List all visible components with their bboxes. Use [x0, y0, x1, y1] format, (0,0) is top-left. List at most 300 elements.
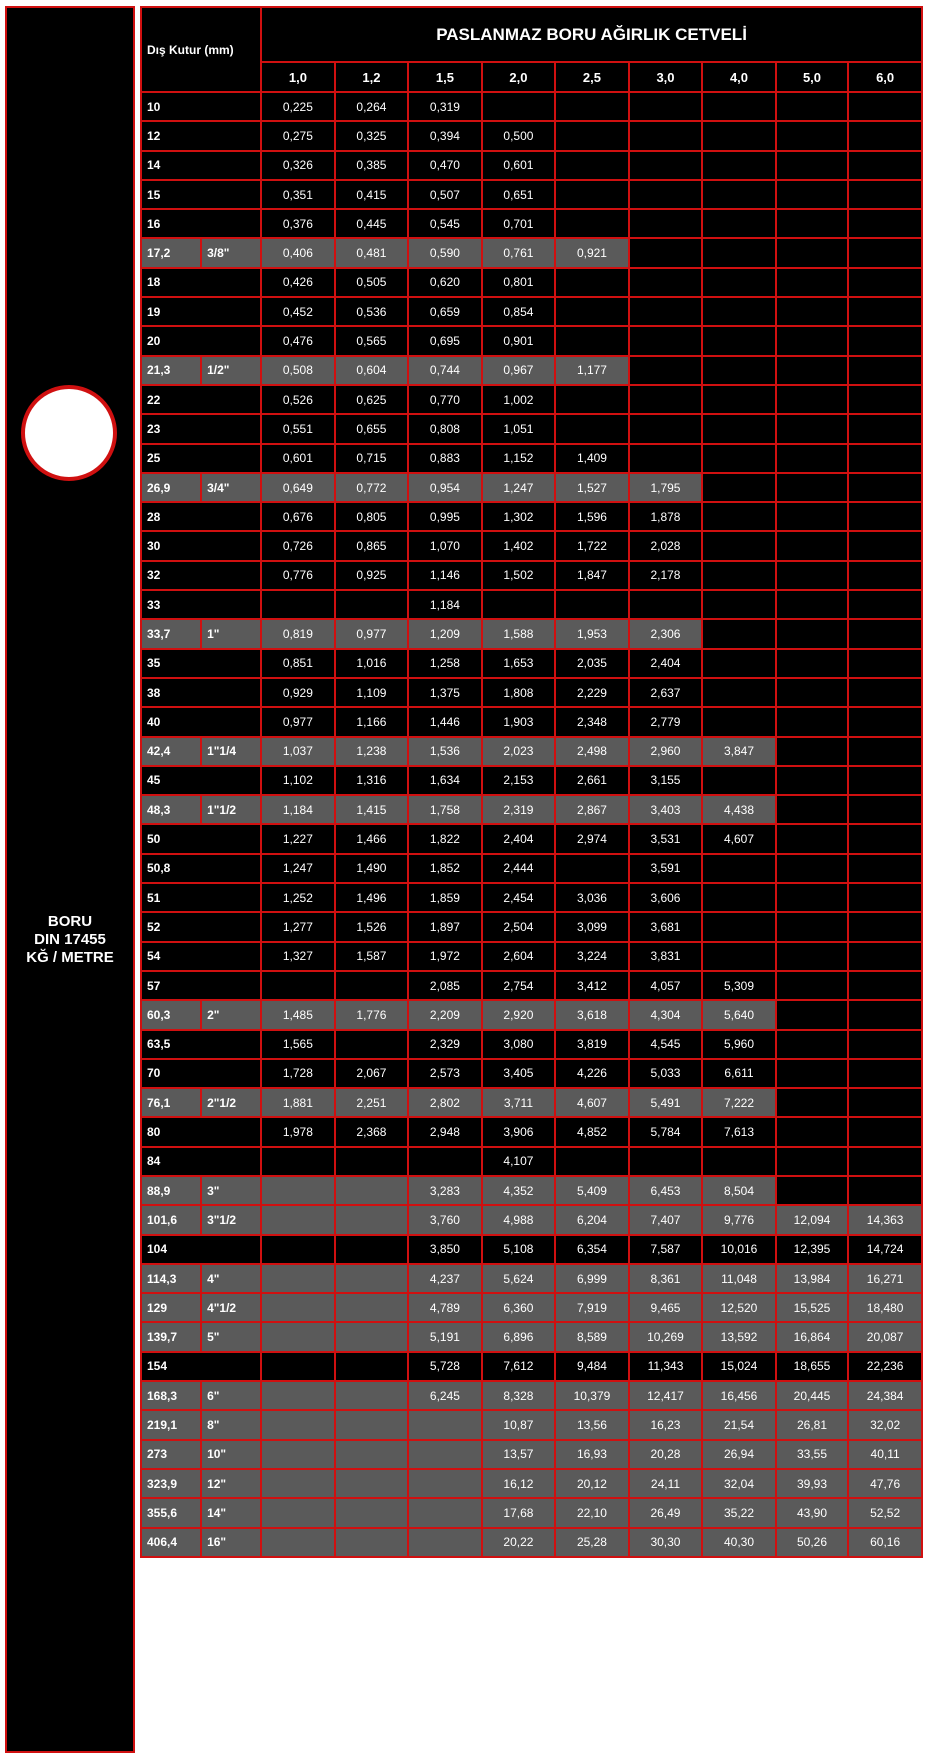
table-row: [141, 121, 922, 150]
outer-diameter-mm: 45: [141, 766, 261, 795]
weight-cell: 1,037: [261, 737, 335, 766]
weight-cell: [702, 268, 776, 297]
weight-cell: 11,343: [629, 1352, 703, 1381]
weight-cell: [702, 414, 776, 443]
weight-cell: 3,591: [629, 854, 703, 883]
table-row: [141, 151, 922, 180]
outer-diameter-mm: 88,9: [141, 1176, 201, 1205]
table-row: [141, 1410, 922, 1439]
weight-cell: 4,237: [408, 1264, 482, 1293]
weight-cell: 6,245: [408, 1381, 482, 1410]
weight-cell: [848, 561, 922, 590]
table-row: [141, 1469, 922, 1498]
weight-cell: 0,452: [261, 297, 335, 326]
outer-diameter-mm: 40: [141, 707, 261, 736]
weight-cell: 32,02: [848, 1410, 922, 1439]
weight-cell: [776, 297, 848, 326]
weight-cell: 1,247: [482, 473, 556, 502]
weight-cell: 3,819: [555, 1030, 629, 1059]
weight-cell: [555, 297, 629, 326]
weight-cell: 4,226: [555, 1059, 629, 1088]
weight-cell: 39,93: [776, 1469, 848, 1498]
side-label-line: KĞ / METRE: [26, 949, 114, 966]
weight-cell: [555, 268, 629, 297]
weight-cell: [848, 883, 922, 912]
outer-diameter-mm: 57: [141, 971, 261, 1000]
weight-cell: [776, 1059, 848, 1088]
weight-cell: 1,722: [555, 531, 629, 560]
outer-diameter-mm: 17,2: [141, 238, 201, 267]
weight-cell: 0,954: [408, 473, 482, 502]
weight-cell: 10,379: [555, 1381, 629, 1410]
table-row: [141, 1205, 922, 1234]
weight-cell: [261, 1469, 335, 1498]
weight-cell: [776, 942, 848, 971]
weight-cell: 0,481: [335, 238, 409, 267]
weight-cell: [555, 180, 629, 209]
weight-cell: 4,607: [702, 824, 776, 853]
weight-cell: 7,587: [629, 1235, 703, 1264]
outer-diameter-inch: 1/2": [201, 356, 261, 385]
weight-cell: [335, 1264, 409, 1293]
weight-cell: 16,864: [776, 1322, 848, 1351]
weight-cell: 2,920: [482, 1000, 556, 1029]
table-row: [141, 1030, 922, 1059]
weight-cell: [261, 1498, 335, 1527]
table-row: [141, 268, 922, 297]
weight-cell: 6,354: [555, 1235, 629, 1264]
weight-cell: [848, 92, 922, 121]
weight-cell: [335, 1205, 409, 1234]
weight-cell: [629, 209, 703, 238]
table-row: [141, 590, 922, 619]
weight-cell: [629, 1147, 703, 1176]
outer-diameter-inch: 8": [201, 1410, 261, 1439]
weight-cell: 20,28: [629, 1440, 703, 1469]
weight-cell: 2,498: [555, 737, 629, 766]
weight-cell: 1,070: [408, 531, 482, 560]
weight-cell: [776, 356, 848, 385]
weight-cell: [776, 385, 848, 414]
weight-cell: 1,227: [261, 824, 335, 853]
weight-cell: [776, 1000, 848, 1029]
weight-cell: 0,406: [261, 238, 335, 267]
weight-cell: 2,573: [408, 1059, 482, 1088]
weight-cell: [629, 414, 703, 443]
outer-diameter-mm: 101,6: [141, 1205, 201, 1234]
weight-cell: 0,819: [261, 619, 335, 648]
weight-cell: 0,394: [408, 121, 482, 150]
weight-cell: 0,651: [482, 180, 556, 209]
weight-cell: 22,236: [848, 1352, 922, 1381]
weight-cell: 1,972: [408, 942, 482, 971]
table-row: [141, 1088, 922, 1117]
weight-cell: 2,329: [408, 1030, 482, 1059]
weight-cell: 3,760: [408, 1205, 482, 1234]
weight-cell: 1,302: [482, 502, 556, 531]
weight-cell: [335, 1352, 409, 1381]
weight-cell: [629, 151, 703, 180]
weight-cell: 7,222: [702, 1088, 776, 1117]
weight-cell: [335, 1498, 409, 1527]
weight-cell: [261, 1147, 335, 1176]
weight-cell: 21,54: [702, 1410, 776, 1439]
weight-cell: [555, 326, 629, 355]
weight-cell: [335, 1322, 409, 1351]
weight-cell: 0,676: [261, 502, 335, 531]
weight-cell: [629, 180, 703, 209]
weight-cell: 16,23: [629, 1410, 703, 1439]
weight-cell: 7,919: [555, 1293, 629, 1322]
weight-cell: 3,080: [482, 1030, 556, 1059]
weight-cell: [702, 766, 776, 795]
outer-diameter-inch: 3"1/2: [201, 1205, 261, 1234]
weight-cell: 3,847: [702, 737, 776, 766]
table-row: [141, 473, 922, 502]
weight-cell: 20,22: [482, 1528, 556, 1557]
weight-cell: 1,415: [335, 795, 409, 824]
weight-cell: 1,881: [261, 1088, 335, 1117]
weight-cell: [848, 707, 922, 736]
weight-cell: 16,93: [555, 1440, 629, 1469]
table-row: [141, 766, 922, 795]
weight-cell: [848, 619, 922, 648]
weight-cell: 1,728: [261, 1059, 335, 1088]
weight-cell: [482, 590, 556, 619]
weight-cell: [335, 1381, 409, 1410]
weight-cell: 0,929: [261, 678, 335, 707]
weight-cell: [261, 1293, 335, 1322]
outer-diameter-mm: 84: [141, 1147, 261, 1176]
weight-cell: [408, 1498, 482, 1527]
weight-cell: [702, 590, 776, 619]
weight-cell: [261, 590, 335, 619]
outer-diameter-mm: 16: [141, 209, 261, 238]
weight-cell: 8,328: [482, 1381, 556, 1410]
weight-cell: [848, 238, 922, 267]
table-row: [141, 649, 922, 678]
weight-cell: 2,028: [629, 531, 703, 560]
outer-diameter-mm: 168,3: [141, 1381, 201, 1410]
outer-diameter-inch: 3": [201, 1176, 261, 1205]
outer-diameter-mm: 114,3: [141, 1264, 201, 1293]
weight-cell: 0,415: [335, 180, 409, 209]
weight-cell: 0,695: [408, 326, 482, 355]
weight-cell: 1,252: [261, 883, 335, 912]
weight-cell: [848, 297, 922, 326]
weight-cell: 4,988: [482, 1205, 556, 1234]
table-row: [141, 180, 922, 209]
weight-cell: [848, 326, 922, 355]
outer-diameter-mm: 63,5: [141, 1030, 261, 1059]
outer-diameter-mm: 154: [141, 1352, 261, 1381]
weight-cell: 1,822: [408, 824, 482, 853]
weight-cell: [482, 92, 556, 121]
weight-cell: 12,395: [776, 1235, 848, 1264]
weight-cell: 1,375: [408, 678, 482, 707]
weight-cell: 1,526: [335, 912, 409, 941]
weight-cell: 1,184: [261, 795, 335, 824]
weight-cell: [848, 268, 922, 297]
thickness-header: 6,0: [848, 62, 922, 92]
weight-cell: [702, 619, 776, 648]
weight-cell: 6,611: [702, 1059, 776, 1088]
weight-cell: [776, 180, 848, 209]
weight-cell: 3,099: [555, 912, 629, 941]
weight-cell: [702, 854, 776, 883]
weight-cell: 1,146: [408, 561, 482, 590]
weight-cell: 3,711: [482, 1088, 556, 1117]
weight-cell: 1,852: [408, 854, 482, 883]
weight-cell: [335, 1030, 409, 1059]
weight-cell: [776, 649, 848, 678]
side-label-line: DIN 17455: [34, 931, 106, 948]
weight-cell: [702, 151, 776, 180]
outer-diameter-mm: 42,4: [141, 737, 201, 766]
weight-cell: [848, 473, 922, 502]
weight-cell: 0,901: [482, 326, 556, 355]
weight-cell: 0,601: [261, 444, 335, 473]
weight-cell: [848, 1000, 922, 1029]
table-row: [141, 1381, 922, 1410]
weight-cell: 8,504: [702, 1176, 776, 1205]
weight-cell: 3,155: [629, 766, 703, 795]
weight-cell: 2,454: [482, 883, 556, 912]
weight-cell: [848, 385, 922, 414]
weight-cell: [776, 531, 848, 560]
table-row: [141, 326, 922, 355]
weight-cell: 2,023: [482, 737, 556, 766]
weight-cell: 1,527: [555, 473, 629, 502]
weight-cell: 2,404: [629, 649, 703, 678]
table-row: [141, 297, 922, 326]
outer-diameter-mm: 32: [141, 561, 261, 590]
table-row: [141, 1352, 922, 1381]
weight-cell: 14,724: [848, 1235, 922, 1264]
weight-cell: [261, 1176, 335, 1205]
weight-cell: 1,536: [408, 737, 482, 766]
table-row: [141, 824, 922, 853]
weight-cell: [848, 414, 922, 443]
weight-cell: 0,761: [482, 238, 556, 267]
page-title: PASLANMAZ BORU AĞIRLIK CETVELİ: [261, 7, 922, 62]
weight-cell: [261, 1205, 335, 1234]
outer-diameter-inch: 4"1/2: [201, 1293, 261, 1322]
weight-cell: 25,28: [555, 1528, 629, 1557]
weight-cell: 4,107: [482, 1147, 556, 1176]
weight-cell: 3,681: [629, 912, 703, 941]
outer-diameter-inch: 4": [201, 1264, 261, 1293]
weight-cell: [702, 678, 776, 707]
table-row: [141, 1440, 922, 1469]
weight-cell: [261, 1381, 335, 1410]
table-row: [141, 1498, 922, 1527]
weight-cell: [848, 209, 922, 238]
weight-cell: 16,456: [702, 1381, 776, 1410]
weight-cell: 1,634: [408, 766, 482, 795]
weight-cell: 4,438: [702, 795, 776, 824]
table-row: [141, 502, 922, 531]
weight-cell: 1,502: [482, 561, 556, 590]
table-row: [141, 1293, 922, 1322]
weight-cell: 0,925: [335, 561, 409, 590]
weight-cell: [261, 1235, 335, 1264]
outer-diameter-mm: 406,4: [141, 1528, 201, 1557]
outer-diameter-mm: 15: [141, 180, 261, 209]
table-row: [141, 209, 922, 238]
weight-cell: [629, 268, 703, 297]
outer-diameter-inch: 1"1/4: [201, 737, 261, 766]
weight-cell: [702, 121, 776, 150]
weight-cell: [702, 92, 776, 121]
weight-cell: 1,402: [482, 531, 556, 560]
weight-cell: 0,776: [261, 561, 335, 590]
outer-diameter-mm: 35: [141, 649, 261, 678]
weight-cell: 0,601: [482, 151, 556, 180]
weight-cell: 2,779: [629, 707, 703, 736]
weight-cell: [776, 561, 848, 590]
weight-cell: 4,852: [555, 1117, 629, 1146]
outer-diameter-inch: 3/8": [201, 238, 261, 267]
weight-cell: [776, 121, 848, 150]
weight-cell: 1,102: [261, 766, 335, 795]
outer-diameter-mm: 273: [141, 1440, 201, 1469]
weight-cell: 1,051: [482, 414, 556, 443]
weight-cell: 1,109: [335, 678, 409, 707]
outer-diameter-mm: 139,7: [141, 1322, 201, 1351]
outer-diameter-mm: 23: [141, 414, 261, 443]
weight-cell: [848, 737, 922, 766]
weight-cell: 26,94: [702, 1440, 776, 1469]
outer-diameter-mm: 30: [141, 531, 261, 560]
weight-cell: [848, 649, 922, 678]
weight-cell: 3,831: [629, 942, 703, 971]
weight-cell: 6,999: [555, 1264, 629, 1293]
weight-cell: [776, 824, 848, 853]
weight-cell: 1,596: [555, 502, 629, 531]
weight-cell: 40,11: [848, 1440, 922, 1469]
weight-cell: 1,588: [482, 619, 556, 648]
weight-cell: 6,204: [555, 1205, 629, 1234]
outer-diameter-mm: 33: [141, 590, 261, 619]
weight-cell: 2,251: [335, 1088, 409, 1117]
outer-diameter-mm: 52: [141, 912, 261, 941]
outer-diameter-mm: 26,9: [141, 473, 201, 502]
weight-cell: 4,545: [629, 1030, 703, 1059]
table-row: [141, 1059, 922, 1088]
weight-cell: 0,977: [335, 619, 409, 648]
weight-cell: [848, 1059, 922, 1088]
weight-cell: [702, 385, 776, 414]
outer-diameter-inch: 6": [201, 1381, 261, 1410]
table-row: [141, 1117, 922, 1146]
weight-cell: [776, 268, 848, 297]
weight-cell: 0,701: [482, 209, 556, 238]
weight-cell: 20,087: [848, 1322, 922, 1351]
weight-cell: [261, 1322, 335, 1351]
table-row: [141, 912, 922, 941]
weight-table: [140, 6, 923, 1558]
weight-cell: 0,715: [335, 444, 409, 473]
weight-cell: [335, 1293, 409, 1322]
weight-cell: [776, 151, 848, 180]
weight-cell: [848, 766, 922, 795]
outer-diameter-inch: 3/4": [201, 473, 261, 502]
weight-cell: 32,04: [702, 1469, 776, 1498]
weight-cell: 60,16: [848, 1528, 922, 1557]
weight-cell: 24,384: [848, 1381, 922, 1410]
weight-cell: 6,453: [629, 1176, 703, 1205]
side-label-line: BORU: [47, 913, 93, 930]
table-row: [141, 1264, 922, 1293]
weight-cell: [335, 1528, 409, 1557]
weight-cell: 1,016: [335, 649, 409, 678]
weight-cell: 1,277: [261, 912, 335, 941]
weight-cell: [776, 444, 848, 473]
weight-cell: [555, 385, 629, 414]
table-row: [141, 854, 922, 883]
weight-cell: 20,445: [776, 1381, 848, 1410]
weight-cell: 5,640: [702, 1000, 776, 1029]
weight-cell: 5,191: [408, 1322, 482, 1351]
weight-cell: 0,865: [335, 531, 409, 560]
weight-cell: 3,036: [555, 883, 629, 912]
weight-cell: [702, 1147, 776, 1176]
weight-cell: 1,002: [482, 385, 556, 414]
weight-cell: 1,565: [261, 1030, 335, 1059]
table-row: [141, 238, 922, 267]
weight-cell: 1,859: [408, 883, 482, 912]
outer-diameter-inch: 2": [201, 1000, 261, 1029]
weight-cell: [848, 824, 922, 853]
weight-cell: [848, 1030, 922, 1059]
outer-diameter-mm: 21,3: [141, 356, 201, 385]
weight-cell: 0,921: [555, 238, 629, 267]
weight-cell: 2,067: [335, 1059, 409, 1088]
weight-cell: [776, 590, 848, 619]
weight-cell: [335, 1410, 409, 1439]
weight-cell: [848, 180, 922, 209]
weight-cell: [848, 1117, 922, 1146]
table-row: [141, 1147, 922, 1176]
weight-cell: 3,531: [629, 824, 703, 853]
weight-cell: 0,659: [408, 297, 482, 326]
weight-cell: 2,444: [482, 854, 556, 883]
weight-cell: [848, 795, 922, 824]
weight-cell: 26,49: [629, 1498, 703, 1527]
table-row: [141, 619, 922, 648]
weight-cell: [776, 1088, 848, 1117]
weight-cell: 0,977: [261, 707, 335, 736]
table-row: [141, 795, 922, 824]
weight-cell: 1,177: [555, 356, 629, 385]
weight-cell: [702, 473, 776, 502]
outer-diameter-mm: 76,1: [141, 1088, 201, 1117]
weight-cell: 1,209: [408, 619, 482, 648]
weight-cell: 0,883: [408, 444, 482, 473]
weight-cell: [702, 912, 776, 941]
weight-cell: [776, 326, 848, 355]
weight-cell: [408, 1528, 482, 1557]
weight-cell: [555, 854, 629, 883]
weight-cell: 3,906: [482, 1117, 556, 1146]
weight-cell: 1,496: [335, 883, 409, 912]
weight-cell: 13,56: [555, 1410, 629, 1439]
weight-cell: [776, 766, 848, 795]
weight-cell: [629, 238, 703, 267]
weight-cell: 0,551: [261, 414, 335, 443]
column-header-outer-diameter: Dış Kutur (mm): [141, 7, 261, 92]
